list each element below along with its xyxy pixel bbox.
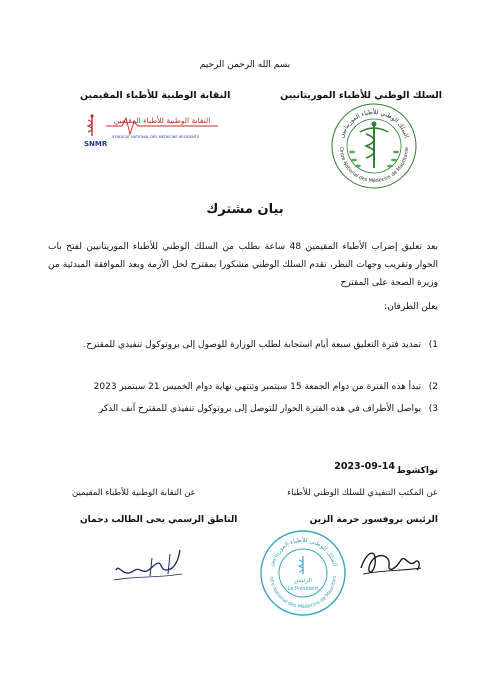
date-value: 2023-09-14 [334,461,395,472]
header-left-organization: النقابة الوطنية للأطباء المقيمين [80,90,231,101]
caduceus-icon [88,114,94,136]
ordre-emblem-graphic [330,102,418,190]
list-item-number: 3) [428,404,438,414]
caduceus-icon [360,122,388,169]
signatory-left-name: الناطق الرسمي يحى الطالب دحمان [80,515,238,525]
signature-right [355,540,425,585]
signature-left [108,540,188,590]
basmala: بسم الله الرحمن الرحيم [199,60,291,70]
stamp-graphic [258,528,348,618]
official-stamp [258,528,348,618]
list-item [48,378,438,396]
list-item-text: تمديد فترة التعليق سبعة أيام استجابة لطلب الوزارة للوصول إلى بروتوكول تنفيذي للمقترح. [83,340,422,350]
stamp-top-text: السلك الوطني للأطباء الموريتانيين [267,536,339,568]
snmr-logo [82,112,222,150]
emblem-arabic-arc: السلك الوطني للأطباء الموريتانيين [338,108,410,139]
list-item-number: 2) [428,382,438,392]
list-item-number: 1) [428,340,438,350]
snmr-abbr: SNMR [84,140,108,148]
emblem-french-arc: Ordre National des Médecins de Mauritanie [337,146,411,185]
signatory-left-org: عن النقابة الوطنية للأطباء المقيمين [72,488,196,498]
list-item [48,336,438,354]
handwritten-signature-icon [355,540,425,585]
date-location: نواكشوط [396,466,438,476]
document-title: بيان مشترك [206,202,284,217]
snmr-subtitle: SYNDICAT NATIONAL DES MEDECINS RESIDENTS [112,135,200,139]
signatory-right-org: عن المكتب التنفيذي للسلك الوطني للأطباء [287,488,438,498]
stamp-center-text: الرئيس [294,577,312,584]
caduceus-icon [299,556,303,574]
announce-line: يعلن الطرفان: [384,302,438,312]
list-item-text: يواصل الأطراف في هذه الفترة الحوار للتوصل إلى بروتوكول تنفيذي للمقترح آنف الذكر [98,404,422,414]
list-item-text: تبدأ هذه الفترة من دوام الجمعة 15 سبتمبر وتنتهي نهاية دوام الخميس 21 سبتمبر 2023 [93,382,422,392]
signatory-right-name: الرئيس بروفسور حرمة الزين [309,515,438,525]
snmr-logo-graphic [82,112,222,150]
stamp-bottom-text: rdre National des Médecins de Mauritani [268,575,339,611]
ordre-emblem [330,102,418,190]
list-item [48,400,438,418]
stamp-center-fr-text: Le Président [287,586,319,592]
intro-paragraph: بعد تعليق إضراب الأطباء المقيمين 48 ساعة بطلب من السلك الوطني للأطباء الموريتانيين لفتح باب الحوار وتقريب وجهات النظر، تقدم السلك الوطني مشكورا بمقترح لحل الأزمة وبعد الموافقة المبدئية من وزيرة الصحة على المقترح [48,242,438,288]
header-right-organization: السلك الوطني للأطباء الموريتانيين [280,90,442,101]
handwritten-signature-icon [108,540,188,590]
snmr-arabic-text: النقابة الوطنية للأطباء المقيمين [113,116,211,125]
